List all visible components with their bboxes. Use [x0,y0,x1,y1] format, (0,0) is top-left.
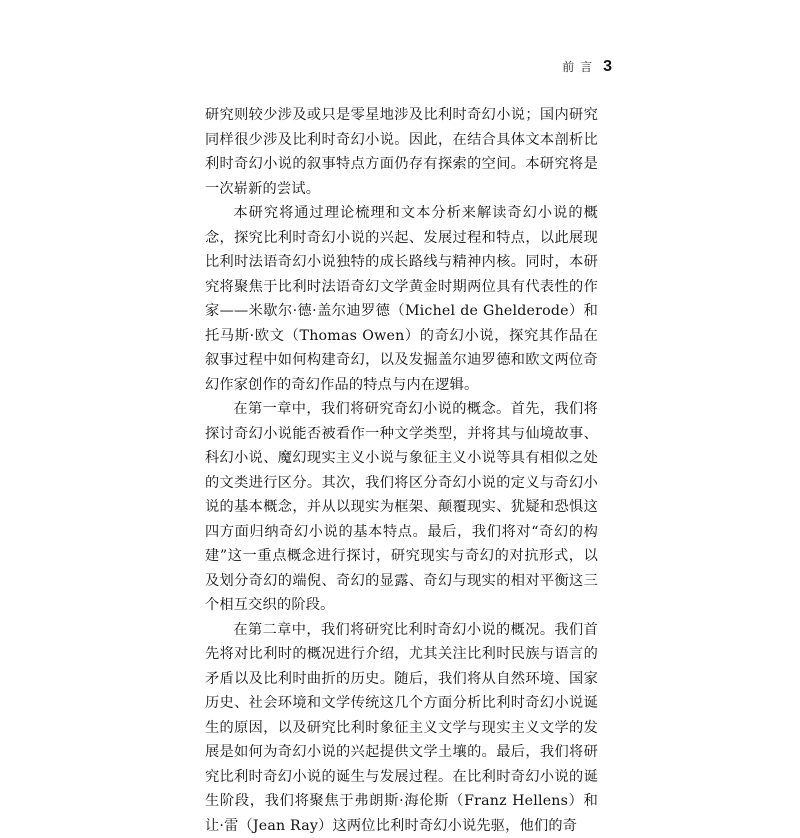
paragraph: 本研究将通过理论梳理和文本分析来解读奇幻小说的概念，探究比利时奇幻小说的兴起、发展过程和特点，以此展现比利时法语奇幻小说独特的成长路线与精神内核。同时，本研究将聚焦于比利时法语奇幻文学黄金时期两位具有代表性的作家——米歇尔·德·盖尔迪罗德（Michel de Ghelderode）和托马斯·欧文（Thomas Owen）的奇幻小说，探究其作品在叙事过程中如何构建奇幻，以及发掘盖尔迪罗德和欧文两位奇幻作家创作的奇幻作品的特点与内在逻辑。 [205,201,598,397]
paragraph-continuation: 研究则较少涉及或只是零星地涉及比利时奇幻小说；国内研究同样很少涉及比利时奇幻小说。因此，在结合具体文本剖析比利时奇幻小说的叙事特点方面仍存有探索的空间。本研究将是一次崭新的尝试。 [205,103,598,201]
page-number: 3 [603,58,612,76]
running-header-title: 前 言 [562,58,593,75]
paragraph: 在第二章中，我们将研究比利时奇幻小说的概况。我们首先将对比利时的概况进行介绍，尤其关注比利时民族与语言的矛盾以及比利时曲折的历史。随后，我们将从自然环境、国家历史、社会环境和文学传统这几个方面分析比利时奇幻小说诞生的原因，以及研究比利时象征主义文学与现实主义文学的发展是如何为奇幻小说的兴起提供文学土壤的。最后，我们将研究比利时奇幻小说的诞生与发展过程。在比利时奇幻小说的诞生阶段，我们将聚焦于弗朗斯·海伦斯（Franz Hellens）和让·雷（Jean Ray）这两位比利时奇幻小说先驱，他们的奇 [205,618,598,838]
body-text [205,103,598,838]
running-header [562,58,612,76]
paragraph: 在第一章中，我们将研究奇幻小说的概念。首先，我们将探讨奇幻小说能否被看作一种文学类型，并将其与仙境故事、科幻小说、魔幻现实主义小说与象征主义小说等具有相似之处的文类进行区分。其次，我们将区分奇幻小说的定义与奇幻小说的基本概念，并从以现实为框架、颠覆现实、犹疑和恐惧这四方面归纳奇幻小说的基本特点。最后，我们将对“奇幻的构建”这一重点概念进行探讨，研究现实与奇幻的对抗形式，以及划分奇幻的端倪、奇幻的显露、奇幻与现实的相对平衡这三个相互交织的阶段。 [205,397,598,618]
